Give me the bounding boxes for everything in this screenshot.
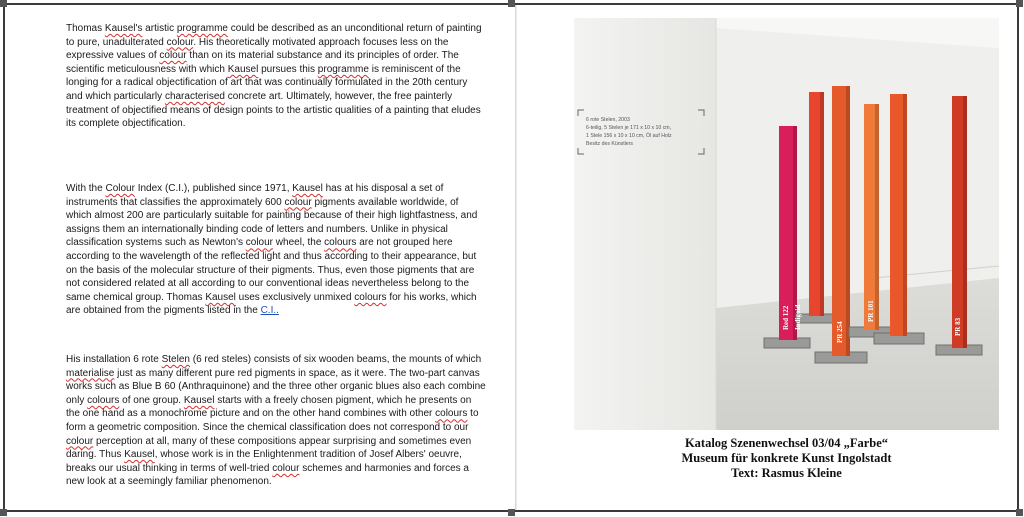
spellcheck-word: colour [272, 462, 300, 474]
paragraph-installation: His installation 6 rote Stelen (6 red steles) consists of six wooden beams, the mounts of which materialise just as many different pure red pigments in space, as it were. The two-part canvas works such as Blue B 60 (Anthraquinone) and the three other organic blues also each combine only colours of one group. Kausel starts with a freely chosen pigment, which he presents on the one hand as a monochrome picture and on the other hand combines with other colours to form a geometric composition. Since the chemical classification does not correspond to our colour perception at all, many of these compositions appear surprising and sometimes even daring. Thus Kausel, whose work is in the Enlightenment tradition of Josef Albers' oeuvre, breaks our usual thinking in terms of well-tried colour schemes and harmonies and forces a new look at a seemingly familiar phenomenon. [66, 354, 486, 488]
caption-line-2: Museum für konkrete Kunst Ingolstadt [681, 451, 892, 465]
spellcheck-word: programme [176, 23, 228, 34]
paragraph-intro: Thomas Kausel's artistic programme could be described as an unconditional return of painting to pure, unadulterated colour. His theoretically motivated approach focuses less on the expressive values of colour than on its material substance and its principles of order. The scientific meticulousness with which Kausel pursues this programme is reminiscent of the longing for a radical objectification of art that was continually formulated in the 20th century and which particularly characterised concrete art. Ultimately, however, the free painterly treatment of objectified means of design points to the artistic qualities of a painting that eludes its complete objectification. [66, 23, 482, 130]
spellcheck-word: colours [354, 291, 387, 303]
stele-shade [846, 86, 850, 356]
stele-inscription: PR 254 [836, 321, 844, 343]
text-link[interactable]: C.I.. [260, 305, 279, 317]
corner-mark [508, 0, 515, 7]
stele-shade [875, 104, 879, 330]
caption-line-1: Katalog Szenenwechsel 03/04 „Farbe“ [684, 436, 889, 450]
stele-shade [903, 94, 907, 336]
spellcheck-word: colour [159, 50, 187, 62]
spellcheck-word: colour [245, 237, 274, 249]
installation-photo [574, 18, 999, 430]
spellcheck-word: Kausel [183, 394, 215, 406]
stele-shade [963, 96, 967, 348]
spellcheck-word: materialise [66, 367, 115, 379]
spellcheck-word: colour [66, 435, 94, 447]
stele-inscription: Red 122 [782, 305, 790, 330]
spellcheck-word: colours [435, 408, 468, 420]
paragraph-colour-index: With the Colour Index (C.I.), published since 1971, Kausel has at his disposal a set of instruments that classifies the approximately 600 colour pigments available worldwide, of which almost 200 are particularly suitable for painting because of their high lightfastness, and assigns them an internationally binding code of letters and numbers. Unlike in physical classification systems such as Newton's colour wheel, the colours are not grouped here according to the wavelength of the reflected light and thus according to their appearance, but on the basis of the molecular structure of their pigments. Thus, even those pigments that are not considered related at all according to our conventional ideas nevertheless belong to the same chemical group. Thomas Kausel uses exclusively unmixed colours for his works, which are obtained from the pigments listed in the C.I.. [66, 183, 478, 317]
spellcheck-word: characterised [164, 90, 225, 102]
spellcheck-word: Stelen [161, 354, 190, 365]
spellcheck-word: colour [284, 196, 312, 208]
spellcheck-word: Kausel [292, 183, 323, 194]
spellcheck-word: programme [317, 63, 369, 75]
spellcheck-word: Kausel [205, 291, 236, 303]
gallery-room [574, 18, 999, 430]
label-line: Besitz des Künstlers [586, 141, 633, 147]
stele-shade [820, 92, 824, 316]
stele-inscription: PR 101 [867, 300, 875, 322]
corner-mark [1016, 509, 1023, 516]
caption-line-3: Text: Rasmus Kleine [731, 466, 842, 480]
spellcheck-word: colours [87, 394, 120, 406]
label-line: 1 Stele 156 x 10 x 10 cm, Öl auf Holz [586, 133, 672, 139]
label-line: 6-teilig, 5 Stelen je 171 x 10 x 10 cm, [586, 125, 672, 131]
corner-mark [0, 509, 7, 516]
corner-mark [1016, 0, 1023, 7]
spellcheck-word: colour [166, 36, 194, 48]
photo-caption [574, 436, 999, 481]
stele-inscription: Indigoid [794, 304, 802, 330]
stele-inscription: PR 83 [954, 317, 962, 336]
page-fold [515, 5, 517, 510]
spellcheck-word: colours [324, 237, 357, 249]
spellcheck-word: Kausel [124, 449, 155, 461]
spellcheck-word: Colour [105, 183, 135, 194]
spellcheck-word: Kausel [227, 63, 259, 75]
artwork-label [576, 108, 706, 156]
corner-mark [508, 509, 515, 516]
corner-mark [0, 0, 7, 7]
spellcheck-word: Kausel's [104, 23, 143, 34]
label-line: 6 rote Stelen, 2003 [586, 117, 630, 123]
label-brackets [576, 108, 706, 156]
